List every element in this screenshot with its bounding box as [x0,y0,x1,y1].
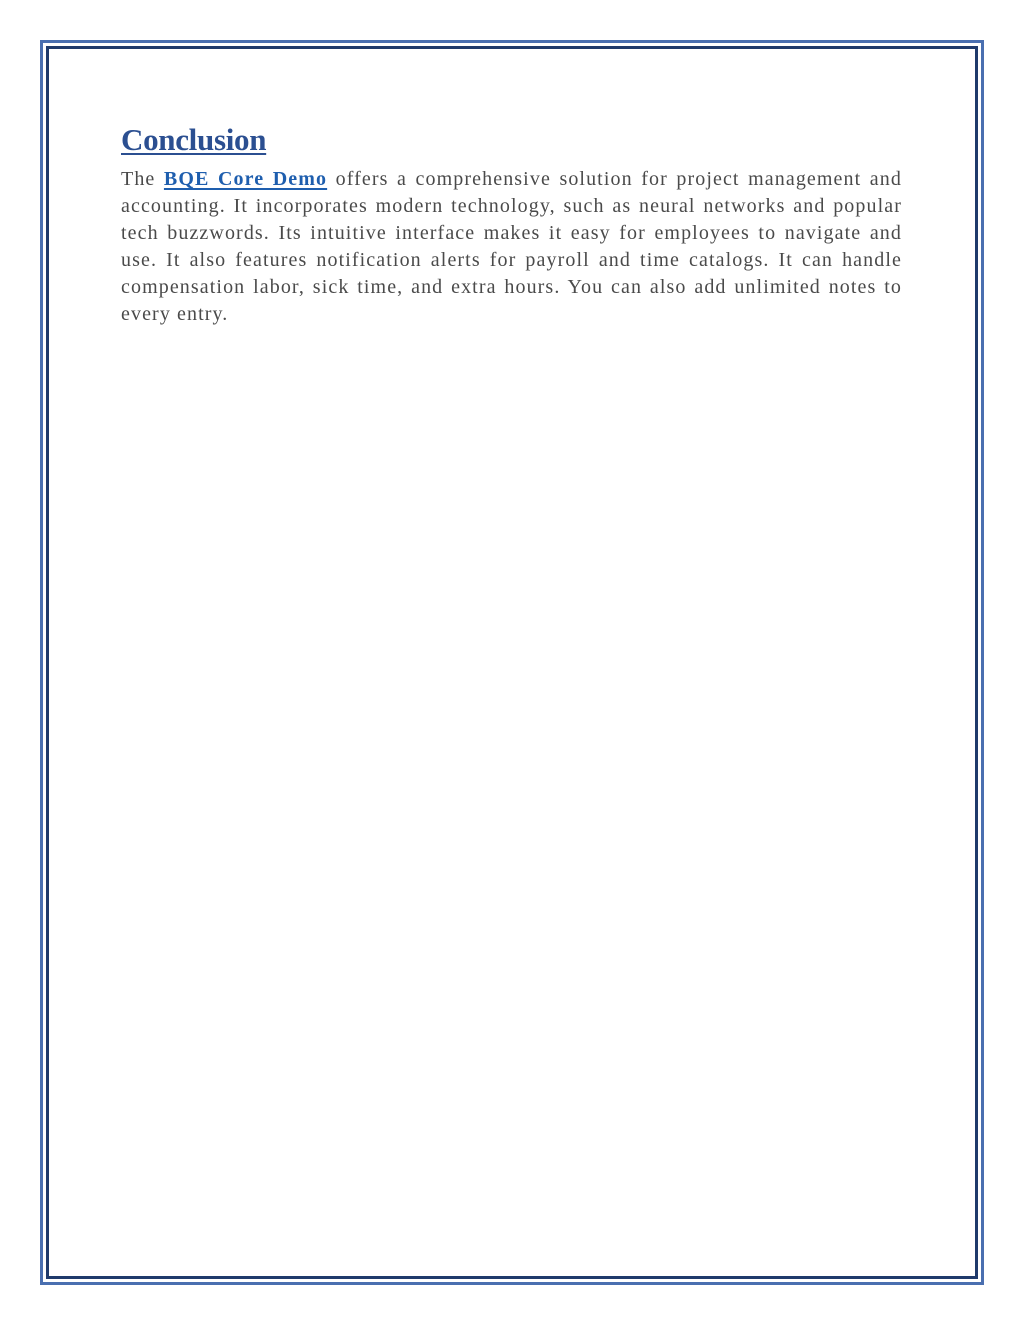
bqe-core-demo-link[interactable]: BQE Core Demo [163,168,328,190]
paragraph-lead-text: The [121,168,164,190]
document-content [121,120,902,328]
section-heading: Conclusion [121,122,267,157]
paragraph-body-text: offers a comprehensive solution for project management and accounting. It incorporates modern technology, such as neural networks and popular tech buzzwords. Its intuitive interface makes it easy for employees to navigate and use. It also features notification alerts for payroll and time catalogs. It can handle compensation labor, sick time, and extra hours. You can also add unlimited notes to every entry. [121,168,902,325]
conclusion-paragraph [121,166,902,328]
